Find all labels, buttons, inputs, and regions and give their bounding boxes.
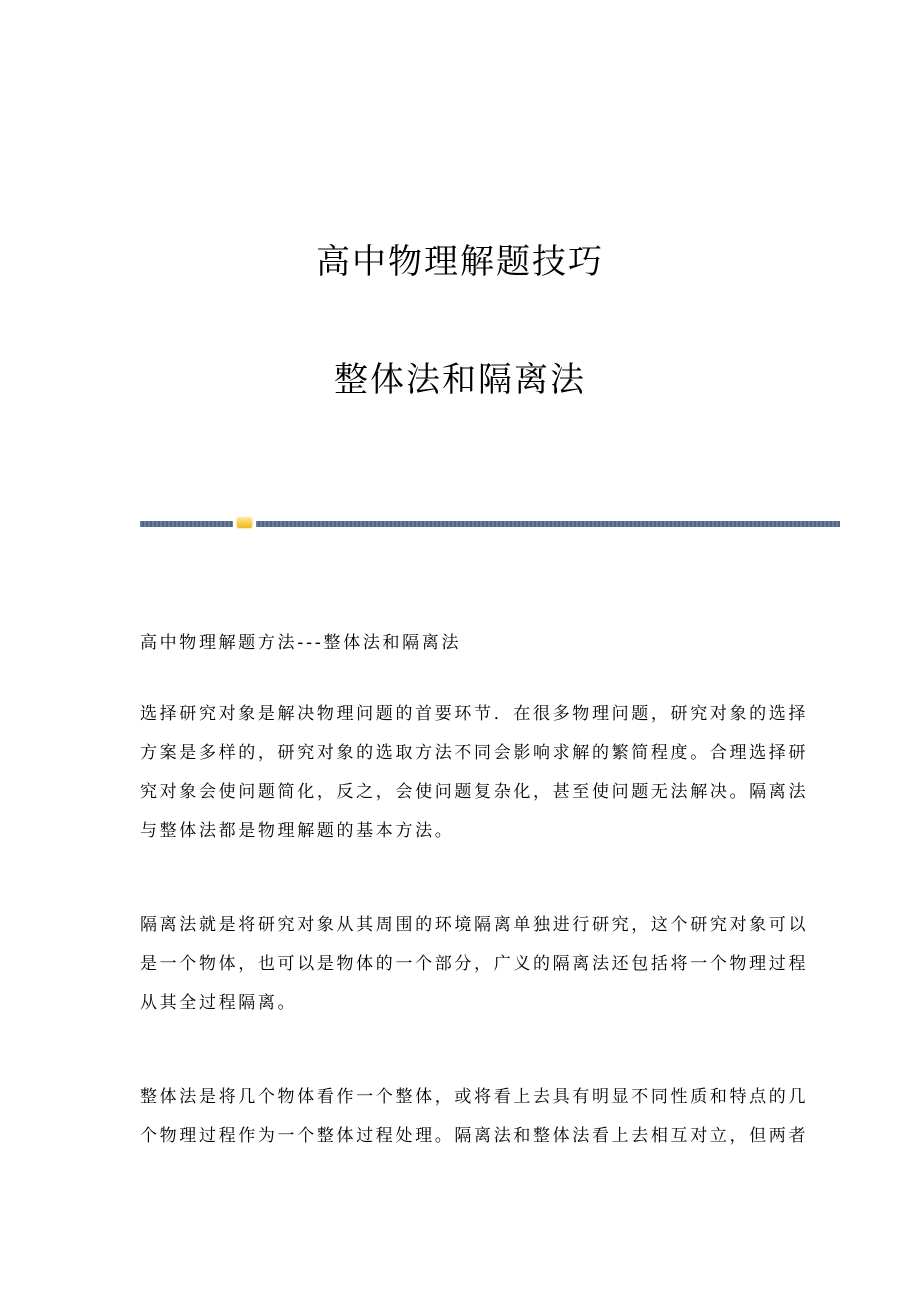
divider-left: [140, 521, 233, 527]
paragraph-line: 选择研究对象是解决物理问题的首要环节．在很多物理问题，研究对象的选择: [140, 704, 809, 724]
paragraph-line: 与整体法都是物理解题的基本方法。: [140, 821, 455, 841]
paragraph-line: 个物理过程作为一个整体过程处理。隔离法和整体法看上去相互对立，但两者: [140, 1126, 809, 1146]
paragraph-line: 是一个物体，也可以是物体的一个部分，广义的隔离法还包括将一个物理过程: [140, 954, 809, 974]
paragraph-line: 方案是多样的，研究对象的选取方法不同会影响求解的繁简程度。合理选择研: [140, 743, 809, 763]
divider-right: [256, 521, 840, 527]
paragraph-line: 整体法是将几个物体看作一个整体，或将看上去具有明显不同性质和特点的几: [140, 1087, 809, 1107]
divider-ornament-icon: [237, 518, 252, 528]
paragraph-line: 从其全过程隔离。: [140, 993, 298, 1013]
paragraph-line: 隔离法就是将研究对象从其周围的环境隔离单独进行研究，这个研究对象可以: [140, 915, 809, 935]
section-heading: 高中物理解题方法---整体法和隔离法: [140, 633, 462, 653]
document-subtitle: 整体法和隔离法: [334, 360, 586, 400]
paragraph-line: 究对象会使问题简化，反之，会使问题复杂化，甚至使问题无法解决。隔离法: [140, 782, 809, 802]
document-title: 高中物理解题技巧: [316, 242, 604, 282]
